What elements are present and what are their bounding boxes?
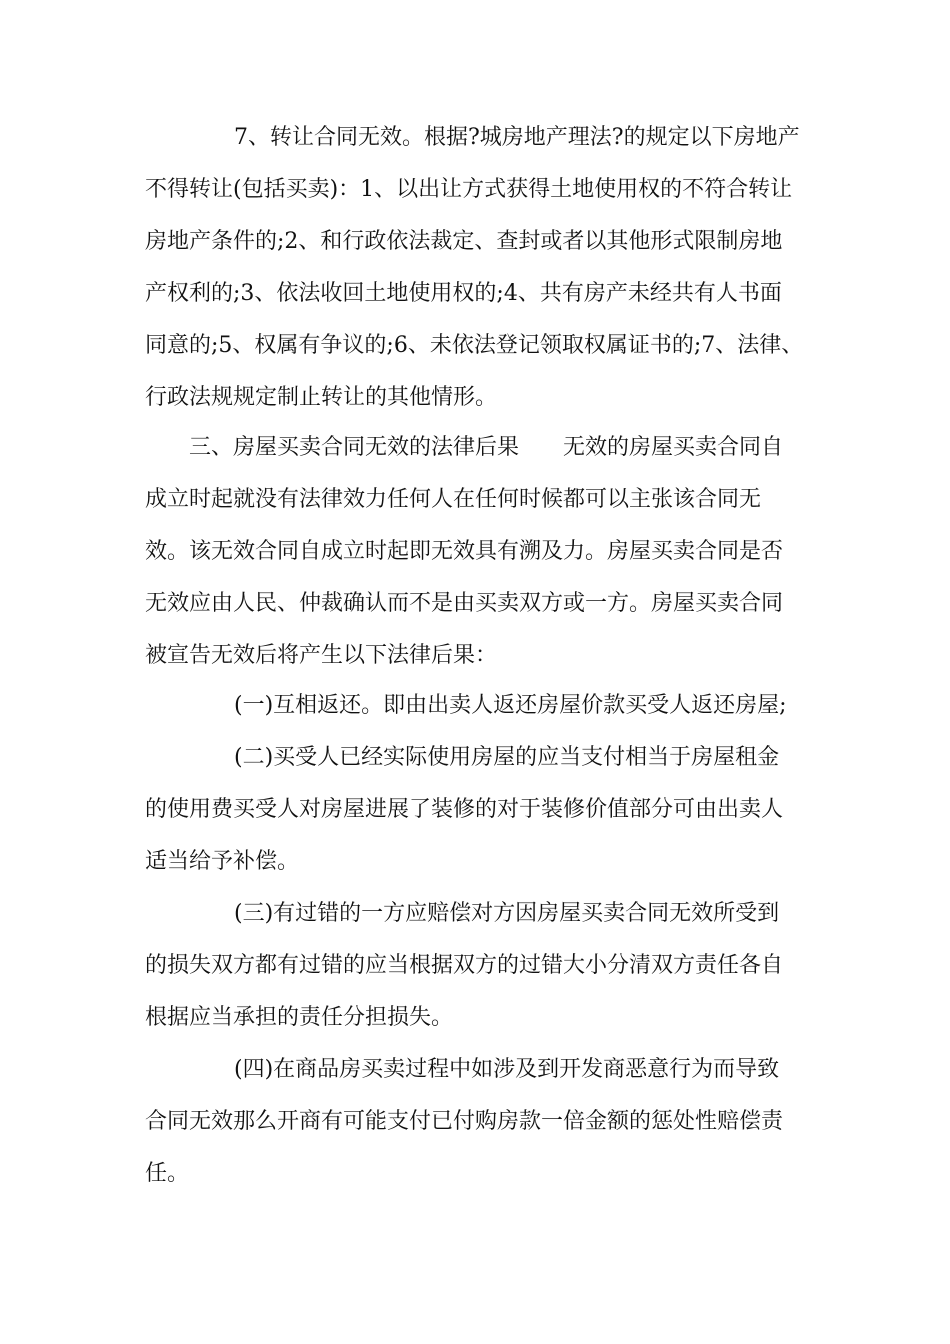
paragraph-4-line-2: 的使用费买受人对房屋进展了装修的对于装修价值部分可由出卖人 xyxy=(145,797,784,822)
paragraph-2-line-1: 无效的房屋买卖合同自 xyxy=(563,435,784,460)
paragraph-5-line-3: 根据应当承担的责任分担损失。 xyxy=(145,1005,454,1030)
paragraph-5-line-2: 的损失双方都有过错的应当根据双方的过错大小分清双方责任各自 xyxy=(145,953,784,978)
paragraph-1-line-1: 7、转让合同无效。根据?城房地产理法?的规定以下房地产 xyxy=(234,125,800,150)
section-heading: 三、房屋买卖合同无效的法律后果 xyxy=(189,435,520,460)
paragraph-6-line-1: (四)在商品房买卖过程中如涉及到开发商恶意行为而导致 xyxy=(234,1057,780,1082)
paragraph-2-line-4: 无效应由人民、仲裁确认而不是由买卖双方或一方。房屋买卖合同 xyxy=(145,591,784,616)
paragraph-2-line-5: 被宣告无效后将产生以下法律后果： xyxy=(145,643,498,668)
paragraph-6-line-3: 任。 xyxy=(145,1161,190,1186)
paragraph-1-line-5: 同意的;5、权属有争议的;6、未依法登记领取权属证书的;7、法律、 xyxy=(145,333,804,358)
paragraph-6-line-2: 合同无效那么开商有可能支付已付购房款一倍金额的惩处性赔偿责 xyxy=(145,1109,784,1134)
section-heading-line xyxy=(189,437,783,459)
paragraph-1-line-3: 房地产条件的;2、和行政依法裁定、查封或者以其他形式限制房地 xyxy=(145,229,783,254)
paragraph-2-line-3: 效。该无效合同自成立时起即无效具有溯及力。房屋买卖合同是否 xyxy=(145,539,784,564)
paragraph-2-line-2: 成立时起就没有法律效力任何人在任何时候都可以主张该合同无 xyxy=(145,487,762,512)
paragraph-4-line-1: (二)买受人已经实际使用房屋的应当支付相当于房屋租金 xyxy=(234,745,780,770)
paragraph-1-line-4: 产权利的;3、依法收回土地使用权的;4、共有房产未经共有人书面 xyxy=(145,281,782,306)
paragraph-1-line-6: 行政法规规定制止转让的其他情形。 xyxy=(145,385,498,410)
paragraph-1-line-2: 不得转让(包括买卖)：1、以出让方式获得土地使用权的不符合转让 xyxy=(145,177,793,202)
paragraph-3-line-1: (一)互相返还。即由出卖人返还房屋价款买受人返还房屋; xyxy=(234,693,787,718)
paragraph-4-line-3: 适当给予补偿。 xyxy=(145,849,300,874)
paragraph-5-line-1: (三)有过错的一方应赔偿对方因房屋买卖合同无效所受到 xyxy=(234,901,780,926)
